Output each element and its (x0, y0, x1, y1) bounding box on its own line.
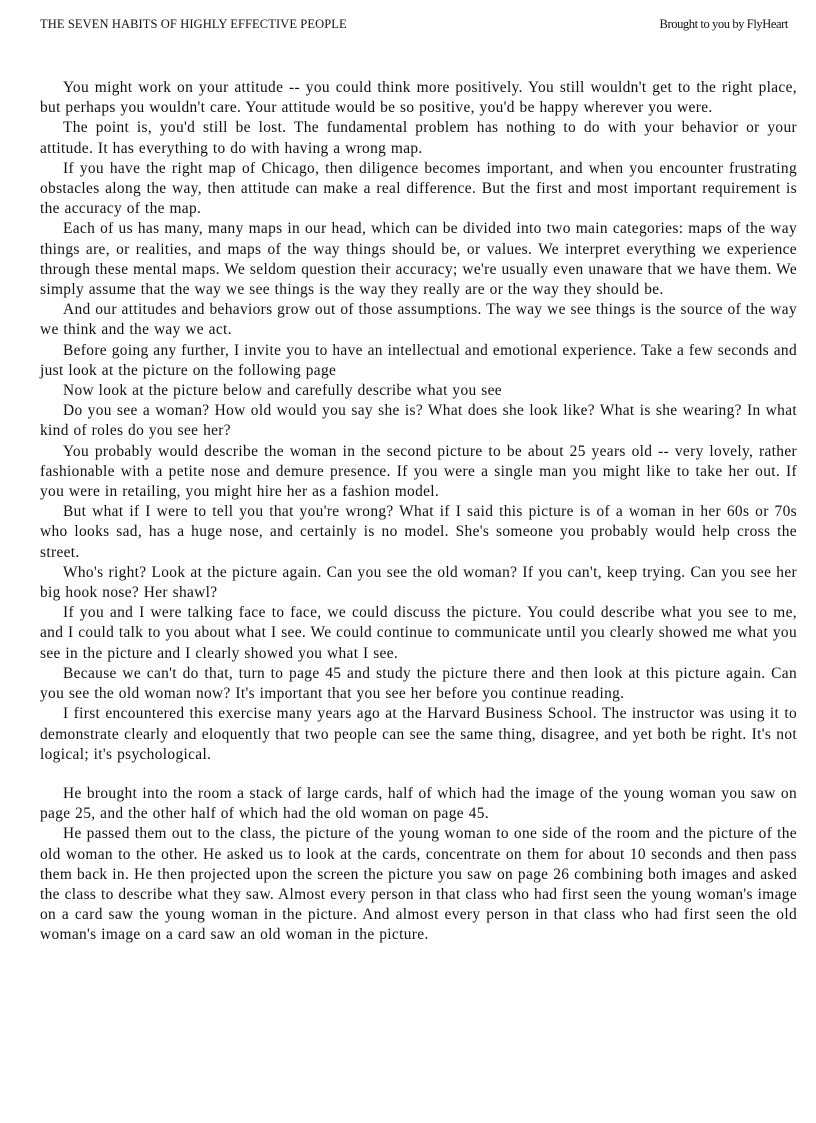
credit-line: Brought to you by FlyHeart (659, 17, 788, 31)
paragraph: You might work on your attitude -- you could think more positively. You still wouldn't get to the right place, but perhaps you wouldn't care. Your attitude would be so positive, you'd be happy wherever you were. (40, 79, 797, 117)
page-header (40, 17, 788, 35)
paragraph: He brought into the room a stack of large cards, half of which had the image of the young woman you saw on page 25, and the other half of which had the old woman on page 45. (40, 784, 797, 823)
paragraph: Now look at the picture below and carefully describe what you see (63, 382, 502, 400)
book-title: THE SEVEN HABITS OF HIGHLY EFFECTIVE PEOPLE (40, 17, 347, 31)
paragraph: Each of us has many, many maps in our head, which can be divided into two main categories: maps of the way things are, or realities, and maps of the way things should be, or values. We interpret everything we experience through these mental maps. We seldom question their accuracy; we're usually even unaware that we have them. We simply assume that the way we see things is the way they really are or the way they should be. (40, 220, 797, 299)
paragraph: Who's right? Look at the picture again. Can you see the old woman? If you can't, keep trying. Can you see her big hook nose? Her shawl? (40, 563, 797, 602)
paragraph: If you have the right map of Chicago, then diligence becomes important, and when you encounter frustrating obstacles along the way, then attitude can make a real difference. But the first and most important requirement is the accuracy of the map. (40, 159, 797, 218)
paragraph: He passed them out to the class, the picture of the young woman to one side of the room and the picture of the old woman to the other. He asked us to look at the cards, concentrate on them for about 10 seconds and then pass them back in. He then projected upon the screen the picture you saw on page 26 combining both images and asked the class to describe what they saw. Almost every person in that class who had first seen the young woman's image on a card saw the young woman in the picture. And almost every person in that class who had first seen the old woman's image on a card saw an old woman in the picture. (40, 825, 797, 944)
page-body (40, 78, 797, 946)
paragraph: You probably would describe the woman in the second picture to be about 25 years old -- very lovely, rather fashionable with a petite nose and demure presence. If you were a single man you might like to take her out. If you were in retailing, you might hire her as a fashion model. (40, 442, 797, 501)
paragraph: Because we can't do that, turn to page 45 and study the picture there and then look at this picture again. Can you see the old woman now? It's important that you see her before you continue reading. (40, 664, 797, 703)
paragraph: I first encountered this exercise many years ago at the Harvard Business School. The instructor was using it to demonstrate clearly and eloquently that two people can see the same thing, disagree, and yet both be right. It's not logical; it's psychological. (40, 705, 797, 763)
paragraph: If you and I were talking face to face, we could discuss the picture. You could describe what you see to me, and I could talk to you about what I see. We could continue to communicate until you clearly showed me what you see in the picture and I clearly showed you what I see. (40, 604, 797, 662)
paragraph: And our attitudes and behaviors grow out of those assumptions. The way we see things is the source of the way we think and the way we act. (40, 301, 797, 339)
paragraph: Before going any further, I invite you to have an intellectual and emotional experience. Take a few seconds and just look at the picture on the following page (40, 341, 797, 379)
section-gap (40, 765, 797, 784)
paragraph: Do you see a woman? How old would you say she is? What does she look like? What is she wearing? In what kind of roles do you see her? (40, 402, 797, 440)
paragraph: But what if I were to tell you that you're wrong? What if I said this picture is of a woman in her 60s or 70s who looks sad, has a huge nose, and certainly is no model. She's someone you probably would help cross the street. (40, 503, 797, 561)
paragraph: The point is, you'd still be lost. The fundamental problem has nothing to do with your behavior or your attitude. It has everything to do with having a wrong map. (40, 119, 797, 157)
